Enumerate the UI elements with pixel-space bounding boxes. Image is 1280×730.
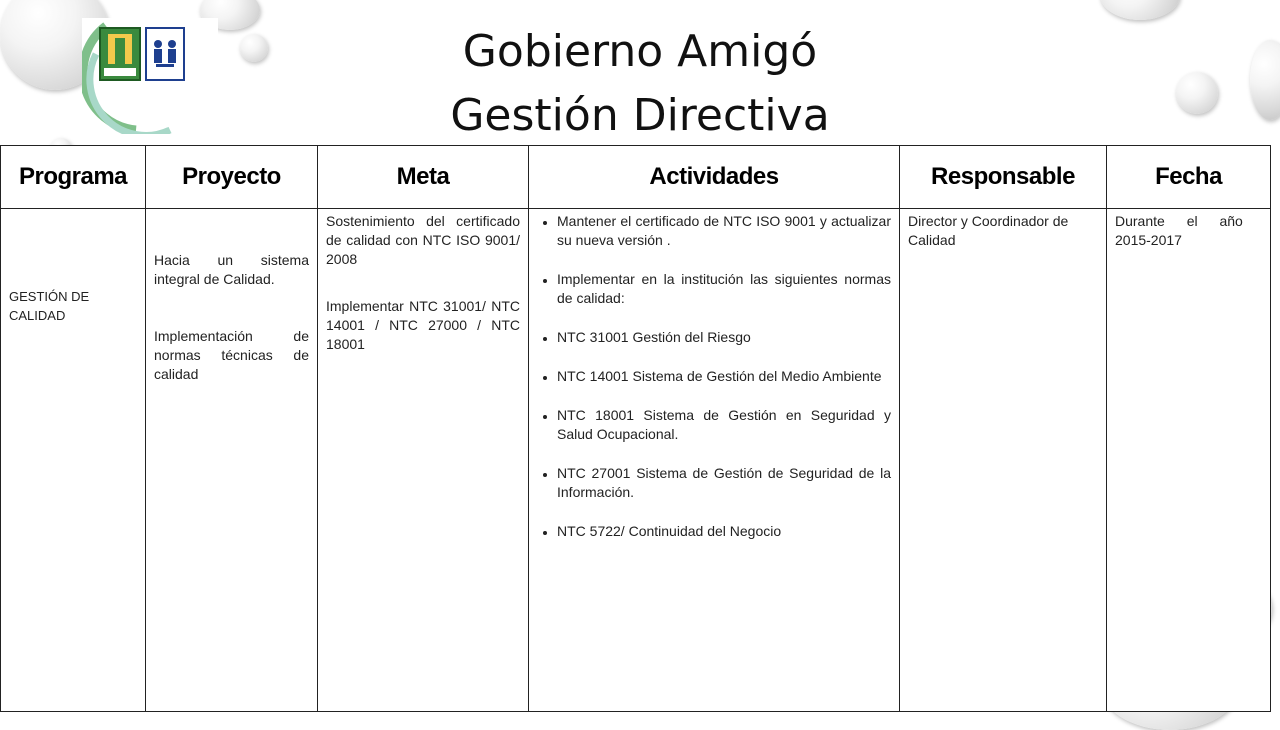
header-fecha: Fecha xyxy=(1107,146,1271,209)
list-item: • NTC 5722/ Continuidad del Negocio xyxy=(557,522,891,541)
responsable-text: Director y Coordinador de Calidad xyxy=(908,213,1069,248)
proyecto-text: Hacia un sistema integral de Calidad. xyxy=(154,252,309,287)
list-item: • NTC 18001 Sistema de Gestión en Seguridad y Salud Ocupacional. xyxy=(557,406,891,444)
proyecto-text: Implementación de normas técnicas de calidad xyxy=(154,328,309,382)
list-item: • NTC 27001 Sistema de Gestión de Seguridad de la Información. xyxy=(557,464,891,502)
table-row xyxy=(1,209,1271,712)
cell-programa xyxy=(1,209,146,712)
list-item: • NTC 14001 Sistema de Gestión del Medio Ambiente xyxy=(557,367,891,386)
actividades-list xyxy=(537,212,891,541)
logo xyxy=(82,18,218,134)
plan-table xyxy=(0,145,1271,712)
meta-text: Implementar NTC 31001/ NTC 14001 / NTC 27000 / NTC 18001 xyxy=(326,298,520,352)
drop-decoration xyxy=(1176,72,1218,114)
programa-text: GESTIÓN DE CALIDAD xyxy=(9,289,90,323)
cell-fecha xyxy=(1107,209,1271,712)
cell-meta xyxy=(318,209,529,712)
meta-text: Sostenimiento del certificado de calidad con NTC ISO 9001/ 2008 xyxy=(326,213,520,267)
page-subtitle: Gestión Directiva xyxy=(450,90,830,141)
list-item: • NTC 31001 Gestión del Riesgo xyxy=(557,328,891,347)
list-item: • Implementar en la institución las siguientes normas de calidad: xyxy=(557,270,891,308)
header-actividades: Actividades xyxy=(529,146,900,209)
table-header-row xyxy=(1,146,1271,209)
header-programa: Programa xyxy=(1,146,146,209)
cell-actividades xyxy=(529,209,900,712)
header-responsable: Responsable xyxy=(900,146,1107,209)
cell-proyecto xyxy=(146,209,318,712)
drop-decoration xyxy=(240,34,268,62)
cell-responsable xyxy=(900,209,1107,712)
drop-decoration xyxy=(1100,0,1180,20)
list-item: • Mantener el certificado de NTC ISO 9001 y actualizar su nueva versión . xyxy=(557,212,891,250)
drop-decoration xyxy=(1250,40,1280,120)
page-title: Gobierno Amigó xyxy=(462,26,818,77)
header-meta: Meta xyxy=(318,146,529,209)
fecha-text: Durante el año 2015-2017 xyxy=(1115,213,1243,248)
logo-mark xyxy=(82,18,218,134)
header-proyecto: Proyecto xyxy=(146,146,318,209)
